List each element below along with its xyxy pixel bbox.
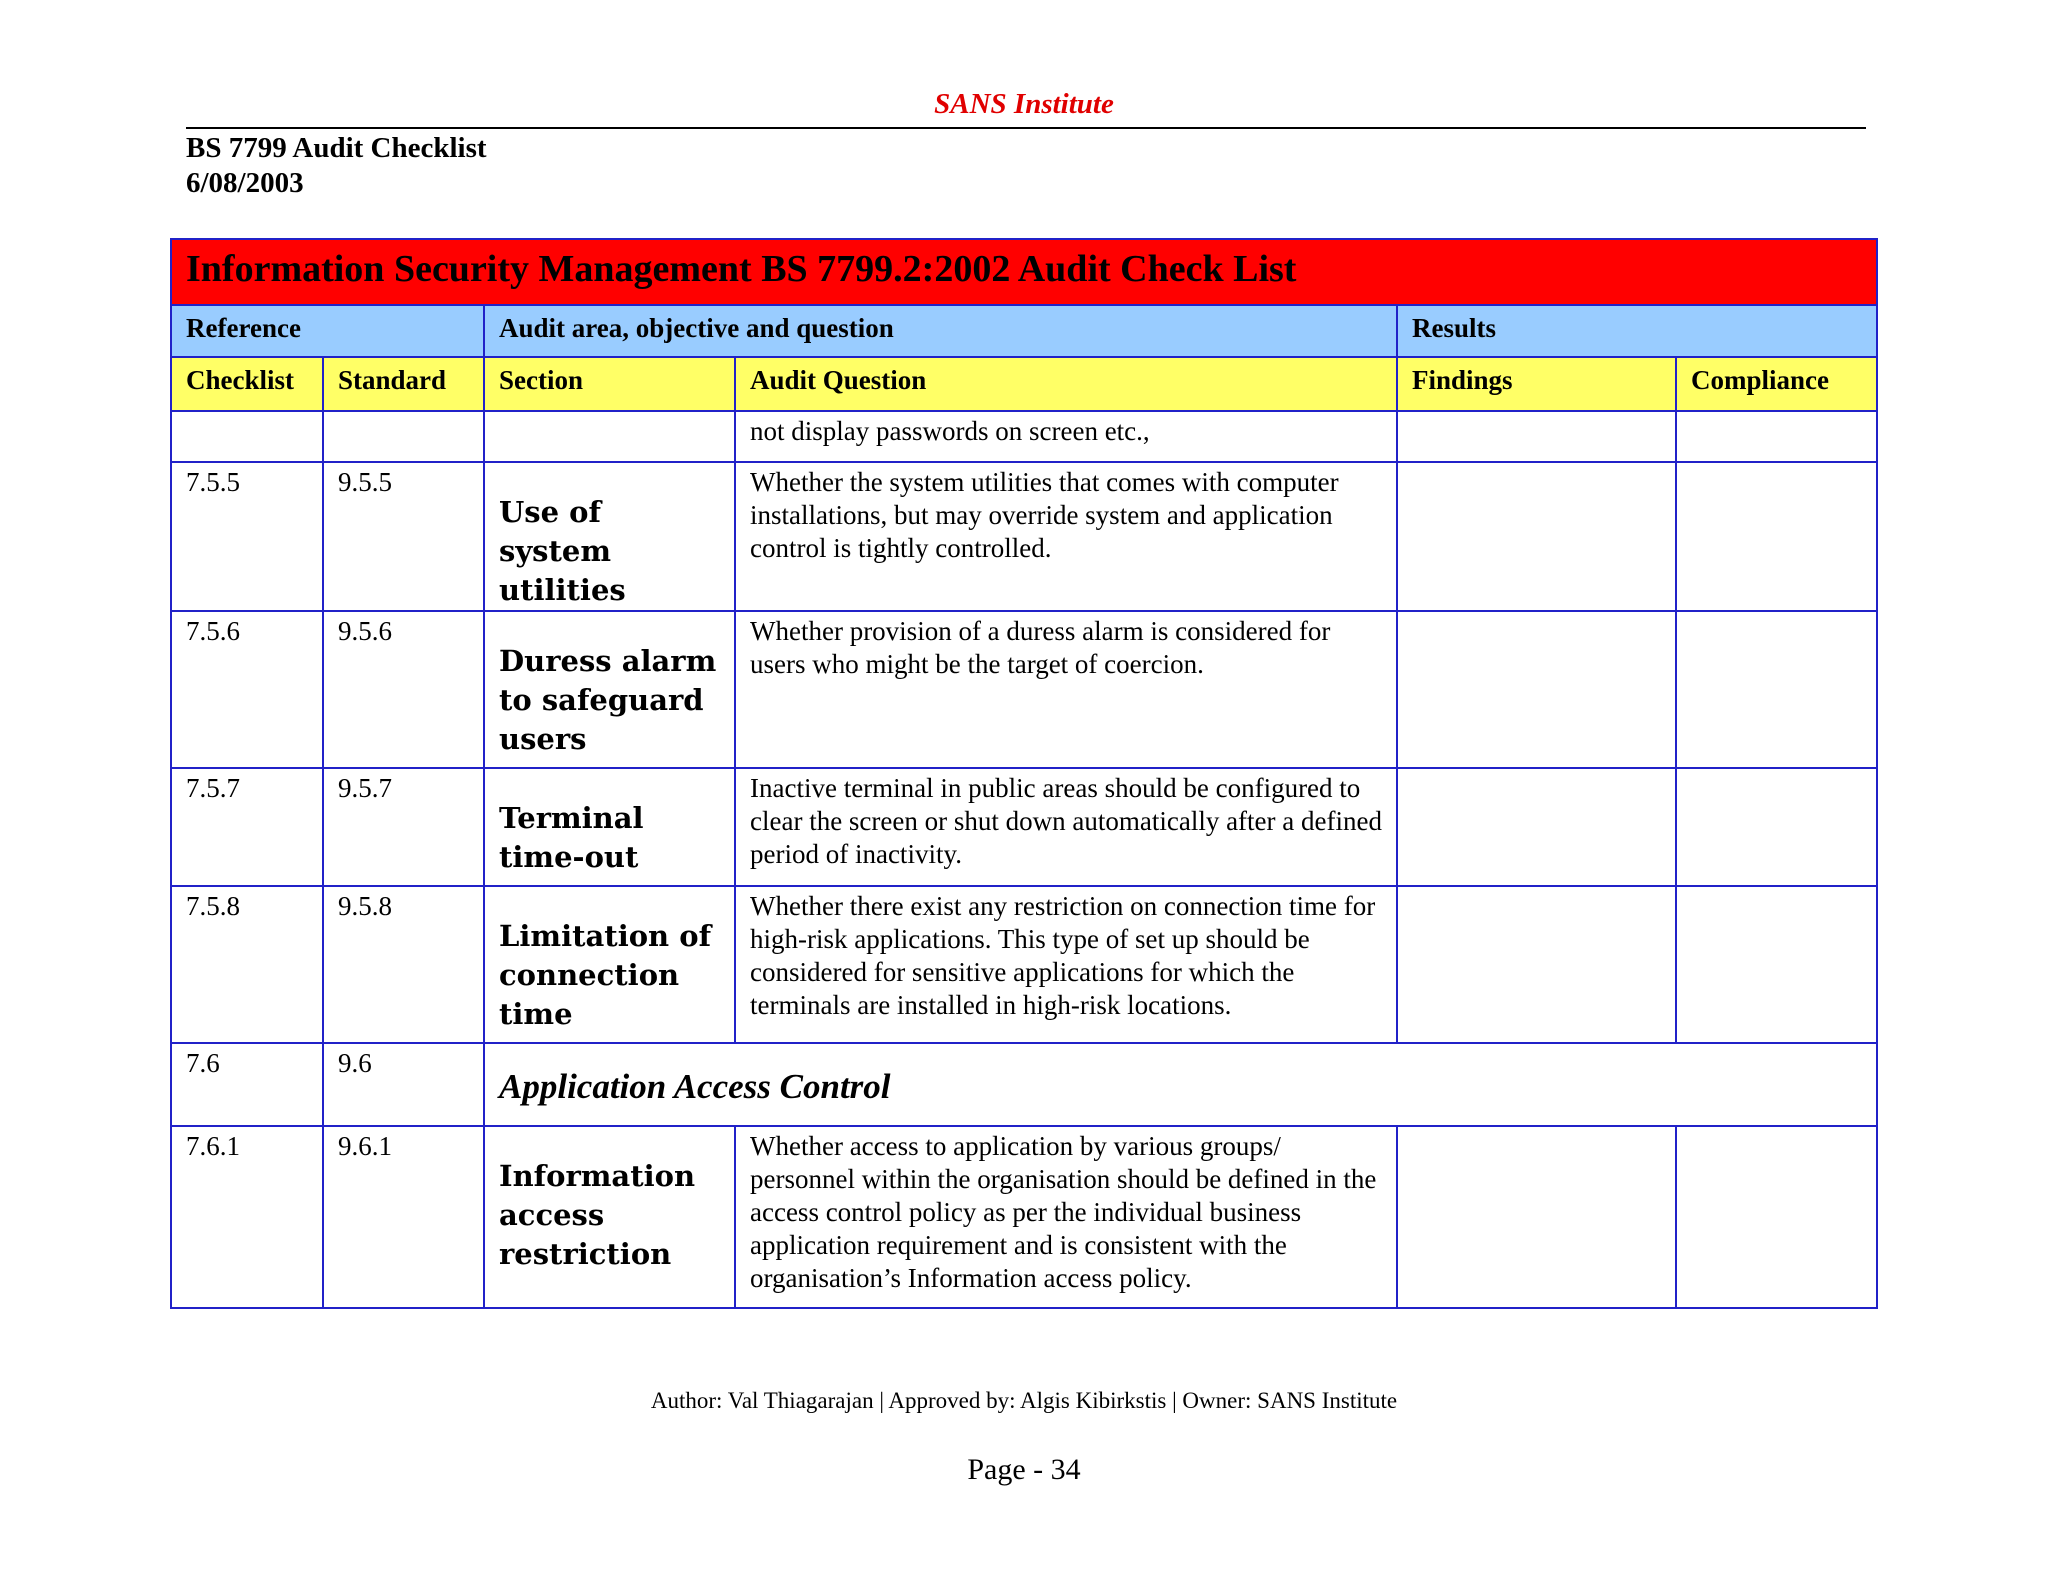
findings-cell [1397, 411, 1676, 462]
audit-question-cell: Whether the system utilities that comes with computer installations, but may override system and application control is tightly controlled. [735, 462, 1397, 611]
column-header-audit-question: Audit Question [735, 357, 1397, 411]
checklist-cell [171, 411, 323, 462]
table-row [171, 768, 1877, 886]
compliance-cell [1676, 768, 1877, 886]
section-cell: Information access restriction [484, 1126, 735, 1308]
table-title-row [171, 239, 1877, 305]
standard-cell: 9.6.1 [323, 1126, 484, 1308]
audit-checklist-table [170, 238, 1878, 1309]
standard-cell: 9.6 [323, 1043, 484, 1126]
footer-author-line: Author: Val Thiagarajan | Approved by: Algis Kibirkstis | Owner: SANS Institute [650, 1388, 1398, 1413]
column-header-section: Section [484, 357, 735, 411]
standard-cell: 9.5.6 [323, 611, 484, 768]
checklist-cell: 7.6.1 [171, 1126, 323, 1308]
compliance-cell [1676, 462, 1877, 611]
table-row [171, 411, 1877, 462]
standard-cell [323, 411, 484, 462]
table-row [171, 611, 1877, 768]
column-header-findings: Findings [1397, 357, 1676, 411]
column-header-row [171, 357, 1877, 411]
audit-question-cell: Whether access to application by various groups/ personnel within the organisation should be defined in the access control policy as per the individual business application requirement and is consistent with the organisation’s Information access policy. [735, 1126, 1397, 1308]
section-cell: Limitation of connection time [484, 886, 735, 1043]
compliance-cell [1676, 611, 1877, 768]
section-heading-row [171, 1043, 1877, 1126]
table-title: Information Security Management BS 7799.2:2002 Audit Check List [171, 239, 1877, 305]
findings-cell [1397, 886, 1676, 1043]
audit-question-cell: Inactive terminal in public areas should be configured to clear the screen or shut down automatically after a defined period of inactivity. [735, 768, 1397, 886]
header-institute: SANS Institute [934, 88, 1114, 120]
section-cell [484, 411, 735, 462]
section-cell: Terminal time-out [484, 768, 735, 886]
table-row [171, 1126, 1877, 1308]
section-cell: Duress alarm to safeguard users [484, 611, 735, 768]
standard-cell: 9.5.8 [323, 886, 484, 1043]
page-number: Page - 34 [967, 1453, 1081, 1486]
audit-question-cell: Whether there exist any restriction on connection time for high-risk applications. This type of set up should be considered for sensitive applications for which the terminals are installed in high-risk locations. [735, 886, 1397, 1043]
table-row [171, 462, 1877, 611]
group-header-reference: Reference [171, 305, 484, 357]
header-divider [186, 127, 1866, 129]
standard-cell: 9.5.7 [323, 768, 484, 886]
checklist-cell: 7.5.8 [171, 886, 323, 1043]
findings-cell [1397, 462, 1676, 611]
checklist-cell: 7.5.5 [171, 462, 323, 611]
group-header-audit-area: Audit area, objective and question [484, 305, 1397, 357]
document-title: BS 7799 Audit Checklist [186, 132, 487, 164]
section-heading: Application Access Control [484, 1043, 1877, 1126]
audit-question-cell: not display passwords on screen etc., [735, 411, 1397, 462]
section-cell: Use of system utilities [484, 462, 735, 611]
compliance-cell [1676, 1126, 1877, 1308]
findings-cell [1397, 611, 1676, 768]
compliance-cell [1676, 886, 1877, 1043]
findings-cell [1397, 768, 1676, 886]
column-header-standard: Standard [323, 357, 484, 411]
checklist-cell: 7.6 [171, 1043, 323, 1126]
table-row [171, 886, 1877, 1043]
group-header-row [171, 305, 1877, 357]
findings-cell [1397, 1126, 1676, 1308]
checklist-cell: 7.5.7 [171, 768, 323, 886]
audit-question-cell: Whether provision of a duress alarm is considered for users who might be the target of coercion. [735, 611, 1397, 768]
column-header-compliance: Compliance [1676, 357, 1877, 411]
group-header-results: Results [1397, 305, 1877, 357]
checklist-cell: 7.5.6 [171, 611, 323, 768]
column-header-checklist: Checklist [171, 357, 323, 411]
document-date: 6/08/2003 [186, 167, 304, 199]
standard-cell: 9.5.5 [323, 462, 484, 611]
compliance-cell [1676, 411, 1877, 462]
